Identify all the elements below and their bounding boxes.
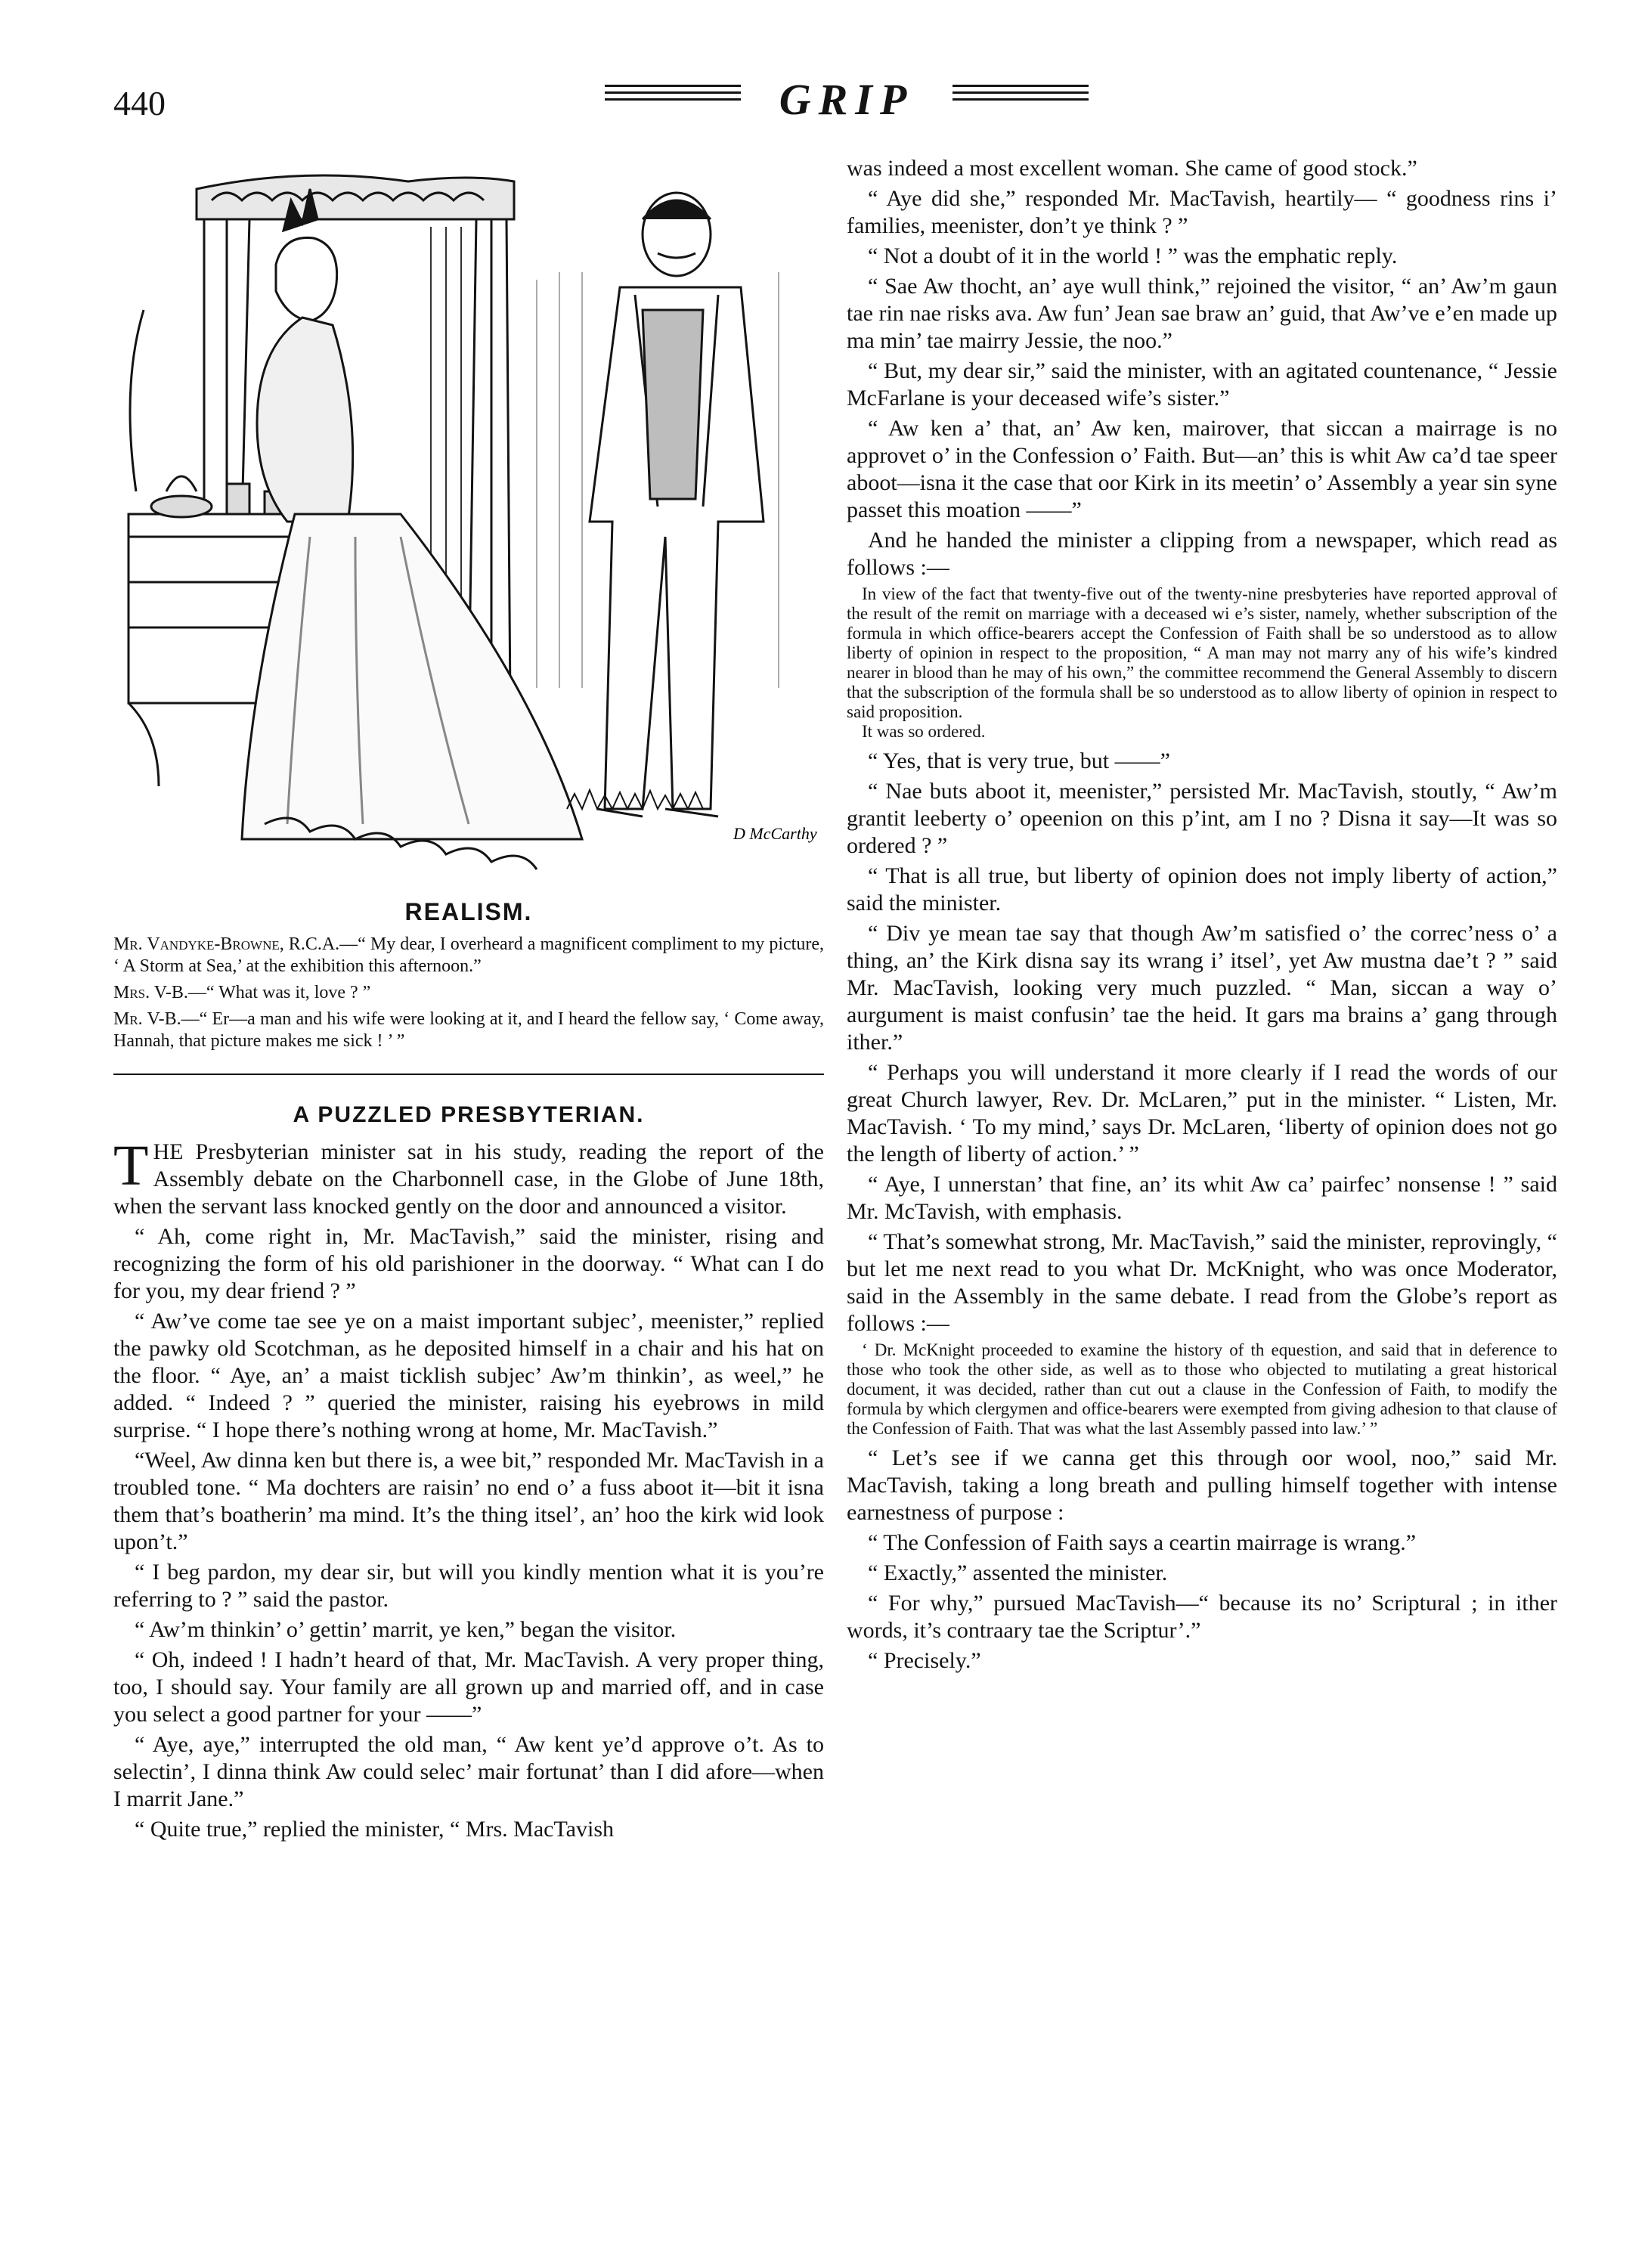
article-paragraph: “ Sae Aw thocht, an’ aye wull think,” rejoined the visitor, “ an’ Aw’m gaun tae rin nae risks ava. Aw fun’ Jean sae braw an’ guid, that Aw’ve e’en made up ma min’ tae mairry Jessie, the noo.” bbox=[847, 274, 1557, 353]
caption-text: —“ What was it, love ? ” bbox=[187, 983, 371, 1002]
article-paragraph: “ Not a doubt of it in the world ! ” was the emphatic reply. bbox=[868, 243, 1398, 268]
section-divider bbox=[113, 1074, 824, 1075]
article-paragraph: “ Quite true,” replied the minister, “ Mrs. MacTavish bbox=[135, 1817, 614, 1842]
man-figure bbox=[590, 193, 764, 816]
caption-line bbox=[113, 1009, 824, 1052]
right-column bbox=[847, 155, 1557, 1678]
article-paragraph: “ Yes, that is very true, but ——” bbox=[868, 748, 1170, 773]
woman-figure bbox=[242, 189, 582, 869]
article-paragraph: “ That is all true, but liberty of opinion does not imply liberty of action,” said the minister. bbox=[847, 863, 1557, 916]
caption-speaker: Mr. Vandyke-Browne, R.C.A. bbox=[113, 934, 340, 954]
cartoon-title: REALISM. bbox=[404, 898, 533, 925]
caption-speaker: Mr. V-B. bbox=[113, 1009, 181, 1029]
clipping-text: In view of the fact that twenty-five out of the twenty-nine presbyteries have reported approval of the result of the remit on marriage with a deceased wi e’s sister, namely, whether subscription of the formula in which office-bearers accept the Confession of Faith shall be so understood as to allow liberty of opinion in respect to the proposition, “ A man may not marry any of his wife’s kindred nearer in blood than he may of his own,” the committee recommend the General Assembly to discern that the subscription of the formula shall be so understood as to allow liberty of opinion in respect to said proposition. bbox=[847, 584, 1557, 721]
drop-cap: T bbox=[113, 1134, 149, 1198]
artist-signature: D McCarthy bbox=[733, 824, 817, 843]
article-paragraph: “Weel, Aw dinna ken but there is, a wee bit,” responded Mr. MacTavish in a troubled tone. “ Ma dochters are raisin’ no end o’ a fuss aboot it—bit it isna them that’s boatherin’ ma mind. It’s the thing itsel’, an’ hoo the kirk wid look upon’t.” bbox=[113, 1448, 824, 1554]
newspaper-clipping bbox=[847, 584, 1557, 742]
article-paragraph: “ Div ye mean tae say that though Aw’m satisfied o’ the correc’ness o’ a thing, an’ the Kirk disna say its wrang i’ itsel’, yet Aw mustna dae’t ? ” said Mr. MacTavish, looking very much puzzled. “ Man, siccan a way o’ aurgument is maist confusin’ tae the heid. It gars ma brains a’ gang through ither.” bbox=[847, 921, 1557, 1055]
article-paragraph: “ Let’s see if we canna get this through oor wool, noo,” said Mr. MacTavish, taking a long breath and pulling himself together with intense earnestness of purpose : bbox=[847, 1445, 1557, 1525]
article-paragraph: was indeed a most excellent woman. She came of good stock.” bbox=[847, 156, 1417, 181]
left-column bbox=[113, 159, 824, 1846]
paragraph-text: HE Presbyterian minister sat in his study, reading the report of the Assembly debate on the Charbonnell case, in the Globe of June 18th, when the servant lass knocked gently on the door and announced a visitor. bbox=[113, 1139, 824, 1219]
globe-report-clipping bbox=[847, 1340, 1557, 1439]
caption-line bbox=[113, 982, 824, 1004]
article-paragraph: “ For why,” pursued MacTavish—“ because its no’ Scriptural ; in ither words, it’s contraary tae the Scriptur’.” bbox=[847, 1591, 1557, 1643]
article-paragraph: “ Exactly,” assented the minister. bbox=[868, 1560, 1168, 1585]
article-paragraph: “ Oh, indeed ! I hadn’t heard of that, Mr. MacTavish. A very proper thing, too, I should say. Your family are all grown up and married off, and in case you select a good partner for your ——” bbox=[113, 1647, 824, 1727]
article-paragraph: “ I beg pardon, my dear sir, but will you kindly mention what it is you’re referring to ? ” said the pastor. bbox=[113, 1560, 824, 1612]
cartoon-illustration bbox=[113, 159, 824, 885]
article-paragraph: “ Aw ken a’ that, an’ Aw ken, mairover, that siccan a mairrage is no approvet o’ in the Confession o’ Faith. But—an’ this is whit Aw ca’d tae speer aboot—isna it the case that oor Kirk in its meetin’ o’ Assembly a year sin syne passet this moation ——” bbox=[847, 416, 1557, 522]
clipping-text: ‘ Dr. McKnight proceeded to examine the history of th equestion, and said that in deference to those who took the other side, as well as to those who objected to mutilating a great historical document, it was decided, rather than cut out a clause in the Confession of Faith, to modify the formula by which clergymen and office-bearers were exempted from giving adhesion to that clause of the Confession of Faith. That was what the last Assembly passed into law.’ ” bbox=[847, 1340, 1557, 1438]
article-title: A PUZZLED PRESBYTERIAN. bbox=[293, 1102, 645, 1127]
masthead bbox=[605, 74, 1089, 127]
caption-text: —“ My dear, I overheard a magnificent compliment to my picture, ‘ A Storm at Sea,’ at the exhibition this afternoon.” bbox=[113, 934, 824, 976]
article-paragraph: “ Ah, come right in, Mr. MacTavish,” said the minister, rising and recognizing the form of his old parishioner in the doorway. “ What can I do for you, my dear friend ? ” bbox=[113, 1224, 824, 1303]
article-paragraph: “ But, my dear sir,” said the minister, with an agitated countenance, “ Jessie McFarlane is your deceased wife’s sister.” bbox=[847, 358, 1557, 411]
masthead-title: GRIP bbox=[779, 75, 915, 124]
article-paragraph: “ Precisely.” bbox=[868, 1648, 981, 1673]
clipping-text: It was so ordered. bbox=[862, 722, 986, 741]
article-paragraph: “ Aye did she,” responded Mr. MacTavish, heartily— “ goodness rins i’ families, meenister, don’t ye think ? ” bbox=[847, 186, 1557, 238]
caption-line bbox=[113, 934, 824, 978]
masthead-rule-right bbox=[952, 85, 1089, 107]
page-number: 440 bbox=[113, 84, 166, 122]
article-paragraph: “ Perhaps you will understand it more clearly if I read the words of our great Church lawyer, Rev. Dr. McLaren,” put in the minister. “ Listen, Mr. MacTavish. ‘ To my mind,’ says Dr. McLaren, ‘liberty of opinion does not go the length of liberty of action.’ ” bbox=[847, 1060, 1557, 1167]
caption-text: —“ Er—a man and his wife were looking at it, and I heard the fellow say, ‘ Come away, Hannah, that picture makes me sick ! ’ ” bbox=[113, 1009, 825, 1051]
article-body-left bbox=[113, 1134, 824, 1843]
article-paragraph: And he handed the minister a clipping from a newspaper, which read as follows :— bbox=[847, 528, 1557, 580]
cartoon-caption bbox=[113, 934, 824, 1052]
caption-speaker: Mrs. V-B. bbox=[113, 983, 188, 1002]
article-paragraph: “ Aye, I unnerstan’ that fine, an’ its whit Aw ca’ pairfec’ nonsense ! ” said Mr. McTavish, with emphasis. bbox=[847, 1172, 1557, 1224]
article-paragraph: “ Aw’m thinkin’ o’ gettin’ marrit, ye ken,” began the visitor. bbox=[135, 1617, 677, 1642]
article-paragraph: “ That’s somewhat strong, Mr. MacTavish,” said the minister, reprovingly, “ but let me next read to you what Dr. McKnight, who was once Moderator, said in the Assembly in the same debate. I read from the Globe’s report as follows :— bbox=[847, 1229, 1557, 1336]
article-paragraph bbox=[113, 1134, 824, 1220]
article-paragraph: “ Aye, aye,” interrupted the old man, “ Aw kent ye’d approve o’t. As to selectin’, I dinna think Aw could selec’ mair fortunat’ than I did afore—when I marrit Jane.” bbox=[113, 1732, 824, 1811]
article-paragraph: “ The Confession of Faith says a ceartin mairrage is wrang.” bbox=[868, 1530, 1417, 1555]
article-paragraph: “ Aw’ve come tae see ye on a maist important subjec’, meenister,” replied the pawky old Scotchman, as he deposited himself in a chair and his hat on the floor. “ Aye, an’ a maist ticklish subjec’ Aw’m thinkin’, as weel,” he added. “ Indeed ? ” queried the minister, raising his eyebrows in mild surprise. “ I hope there’s nothing wrong at home, Mr. MacTavish.” bbox=[113, 1309, 824, 1442]
article-paragraph: “ Nae buts aboot it, meenister,” persisted Mr. MacTavish, stoutly, “ Aw’m grantit leeberty o’ opeenion on this p’int, am I no ? Disna it say—It was so ordered ? ” bbox=[847, 779, 1557, 858]
